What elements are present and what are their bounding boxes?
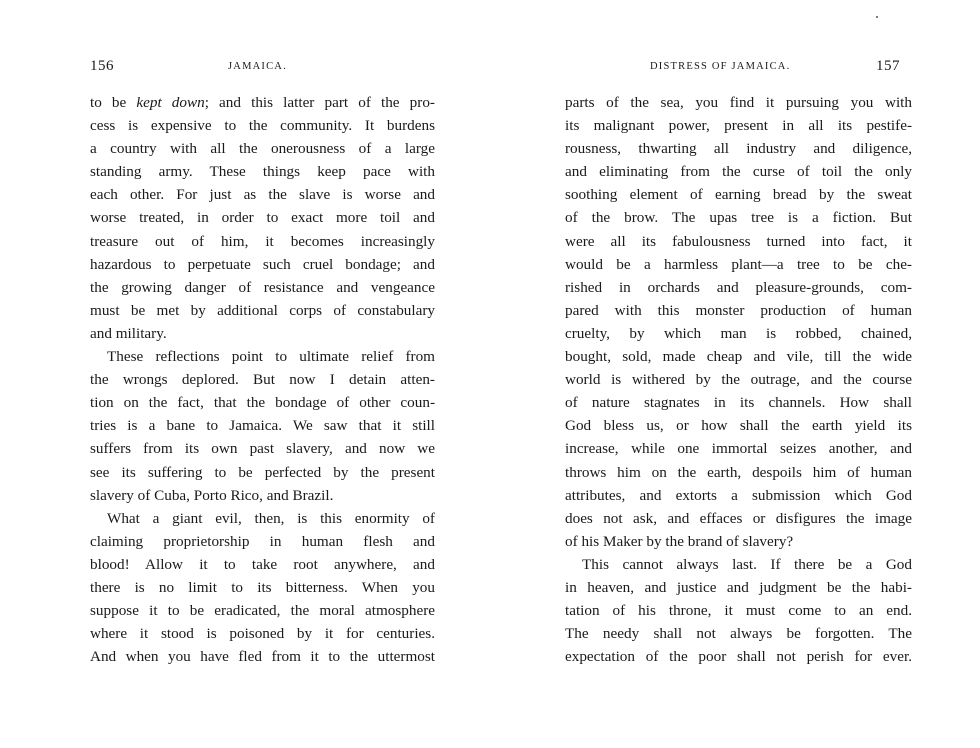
emphasis: kept down	[136, 94, 205, 111]
text-line: slavery of Cuba, Porto Rico, and Brazil.	[90, 486, 334, 504]
text-line: What a giant evil, then, is this enormity of	[107, 509, 435, 527]
text-line: These reflections point to ultimate relief from	[107, 348, 435, 366]
text-line: worse treated, in order to exact more toil and	[90, 209, 435, 227]
text-line: in heaven, and justice and judgment be the habi-	[565, 578, 912, 596]
text-line: see its suffering to be perfected by the present	[90, 463, 435, 481]
right-body-text	[565, 91, 912, 668]
left-running-head	[90, 58, 440, 78]
text-line: of the brow. The upas tree is a fiction. But	[565, 209, 912, 227]
text-line: must be met by additional corps of constabulary	[90, 301, 435, 319]
text-line: where it stood is poisoned by it for centuries.	[90, 625, 435, 643]
text-line: This cannot always last. If there be a God	[582, 555, 912, 573]
text-line: each other. For just as the slave is worse and	[90, 186, 435, 204]
text-line: bought, sold, made cheap and vile, till the wide	[565, 348, 912, 366]
text-line: increase, while one immortal seizes another, and	[565, 440, 912, 458]
text-line: the wrongs deplored. But now I detain atten-	[90, 371, 435, 389]
text-line: of his Maker by the brand of slavery?	[565, 532, 794, 550]
text-line: cess is expensive to the community. It burdens	[90, 117, 435, 135]
text-line: claiming proprietorship in human flesh and	[90, 532, 435, 550]
text-line: expectation of the poor shall not perish for ever.	[565, 648, 912, 666]
text-line: standing army. These things keep pace with	[90, 163, 435, 181]
text-line: cruelty, by which man is robbed, chained,	[565, 324, 912, 342]
text-line: treasure out of him, it becomes increasingly	[90, 232, 435, 250]
text-line: does not ask, and effaces or disfigures the image	[565, 509, 912, 527]
right-running-head	[650, 58, 900, 78]
text-line: throws him on the earth, despoils him of human	[565, 463, 912, 481]
text-line: world is withered by the outrage, and the course	[565, 371, 912, 389]
text-line: The needy shall not always be forgotten. The	[565, 625, 912, 643]
right-page-number: 157	[876, 58, 900, 74]
text-line: suffers from its own past slavery, and now we	[90, 440, 435, 458]
text-line: hazardous to perpetuate such cruel bondage; and	[90, 255, 435, 273]
text-line: rished in orchards and pleasure-grounds, com-	[565, 278, 912, 296]
left-page-number: 156	[90, 58, 114, 74]
text-line: attributes, and extorts a submission which God	[565, 486, 912, 504]
text-line: tries is a bane to Jamaica. We saw that it still	[90, 417, 435, 435]
left-running-title: JAMAICA.	[228, 61, 287, 72]
text-line: tation of his throne, it must come to an end.	[565, 602, 912, 620]
text-line: soothing element of earning bread by the sweat	[565, 186, 912, 204]
text-line: the growing danger of resistance and vengeance	[90, 278, 435, 296]
left-body-text	[90, 91, 435, 668]
text-line: and military.	[90, 324, 167, 342]
text-line: And when you have fled from it to the uttermost	[90, 648, 435, 666]
text-line: and eliminating from the curse of toil the only	[565, 163, 912, 181]
text-line: a country with all the onerousness of a large	[90, 140, 435, 158]
right-page	[490, 0, 980, 748]
right-running-title: DISTRESS OF JAMAICA.	[650, 61, 791, 72]
text-line: were all its fabulousness turned into fact, it	[565, 232, 912, 250]
text-line: God bless us, or how shall the earth yield its	[565, 417, 912, 435]
text-line: to be kept down; and this latter part of the pro-	[90, 94, 435, 111]
text-line: pared with this monster production of human	[565, 301, 912, 319]
text-line: of nature stagnates in its channels. How shall	[565, 394, 912, 412]
text-line: its malignant power, present in all its pestife-	[565, 117, 912, 135]
text-line: parts of the sea, you find it pursuing you with	[565, 94, 912, 111]
text-line: suppose it to be eradicated, the moral atmosphere	[90, 602, 435, 620]
text-line: rousness, thwarting all industry and diligence,	[565, 140, 912, 158]
text-line: tion on the fact, that the bondage of other coun-	[90, 394, 435, 412]
text-line: there is no limit to its bitterness. When you	[90, 578, 435, 596]
text-line: would be a harmless plant—a tree to be che-	[565, 255, 912, 273]
text-line: blood! Allow it to take root anywhere, and	[90, 555, 435, 573]
